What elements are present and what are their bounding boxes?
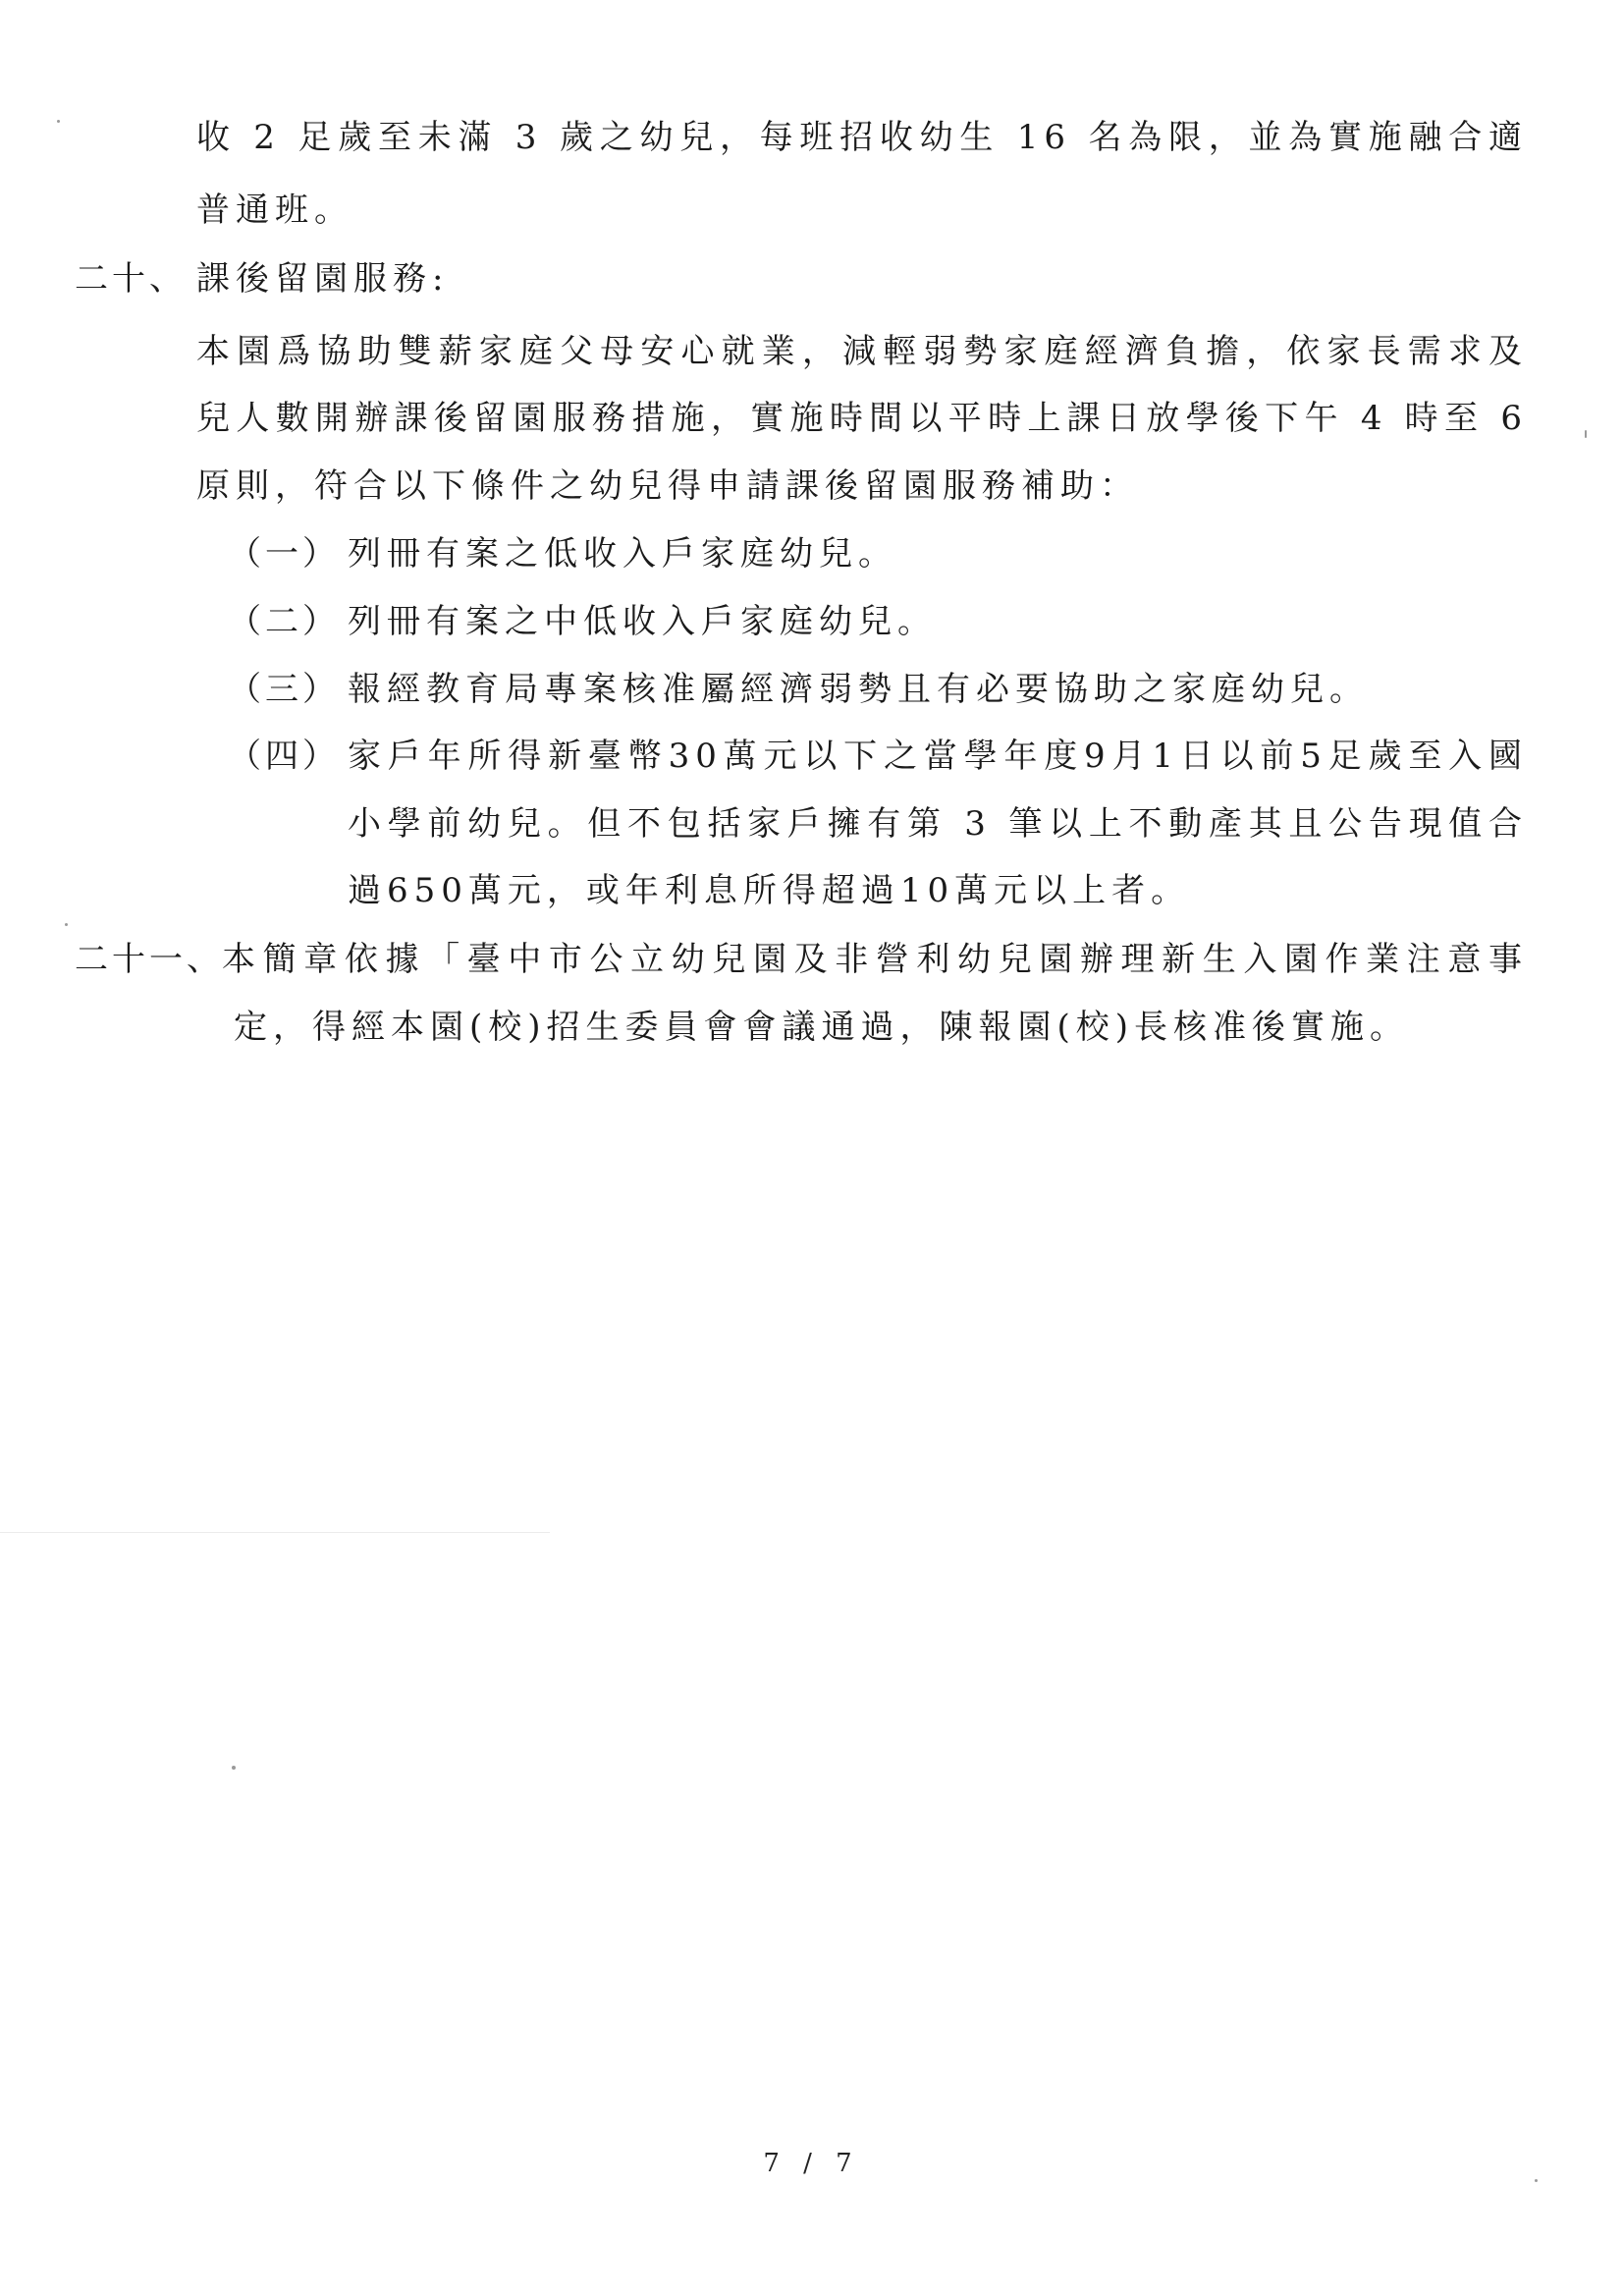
scan-speck <box>232 1766 236 1770</box>
scan-speck <box>1585 430 1587 438</box>
section-21-text-line-1: 本簡章依據「臺中市公立幼兒園及非營利幼兒園辦理新生入園作業注意事 <box>222 940 1528 979</box>
section-20-paragraph-line-2: 兒人數開辦課後留園服務措施，實施時間以平時上課日放學後下午 4 時至 6 <box>196 399 1528 438</box>
item-2-text: 列冊有案之中低收入戶家庭幼兒。 <box>348 602 937 641</box>
section-20-heading: 課後留園服務: <box>196 259 450 299</box>
scan-speck <box>65 923 68 926</box>
scan-speck <box>57 120 60 123</box>
item-1-text: 列冊有案之低收入戶家庭幼兒。 <box>348 534 897 574</box>
item-3-text: 報經教育局專案核准屬經濟弱勢且有必要協助之家庭幼兒。 <box>348 670 1369 709</box>
section-21-number: 二十一、 <box>75 940 224 979</box>
item-4-text-line-2: 小學前幼兒。但不包括家戶擁有第 3 筆以上不動產其且公告現值合 <box>348 804 1528 844</box>
text-line-continuation: 收 2 足歲至未滿 3 歲之幼兒，每班招收幼生 16 名為限，並為實施融合適 <box>196 118 1528 157</box>
section-20-paragraph-line-3: 原則，符合以下條件之幼兒得申請課後留園服務補助： <box>196 466 1139 506</box>
text-line-continuation-end: 普通班。 <box>196 191 353 230</box>
scan-artifact-line <box>0 1532 550 1533</box>
item-4-text-line-3: 過650萬元，或年利息所得超過10萬元以上者。 <box>348 871 1191 910</box>
section-20-paragraph-line-1: 本園爲協助雙薪家庭父母安心就業，減輕弱勢家庭經濟負擔，依家長需求及 <box>196 332 1528 371</box>
item-4-text-line-1: 家戶年所得新臺幣30萬元以下之當學年度9月1日以前5足歲至入國 <box>348 737 1528 776</box>
item-1-marker: （一） <box>228 534 340 574</box>
item-2-marker: （二） <box>228 602 340 641</box>
item-4-marker: （四） <box>228 737 340 776</box>
page-number: 7 / 7 <box>763 2149 860 2178</box>
item-3-marker: （三） <box>228 670 340 709</box>
scan-speck <box>1535 2179 1538 2182</box>
section-20-number: 二十、 <box>75 259 187 299</box>
section-21-text-line-2: 定，得經本園(校)招生委員會會議通過，陳報園(校)長核准後實施。 <box>234 1008 1410 1047</box>
